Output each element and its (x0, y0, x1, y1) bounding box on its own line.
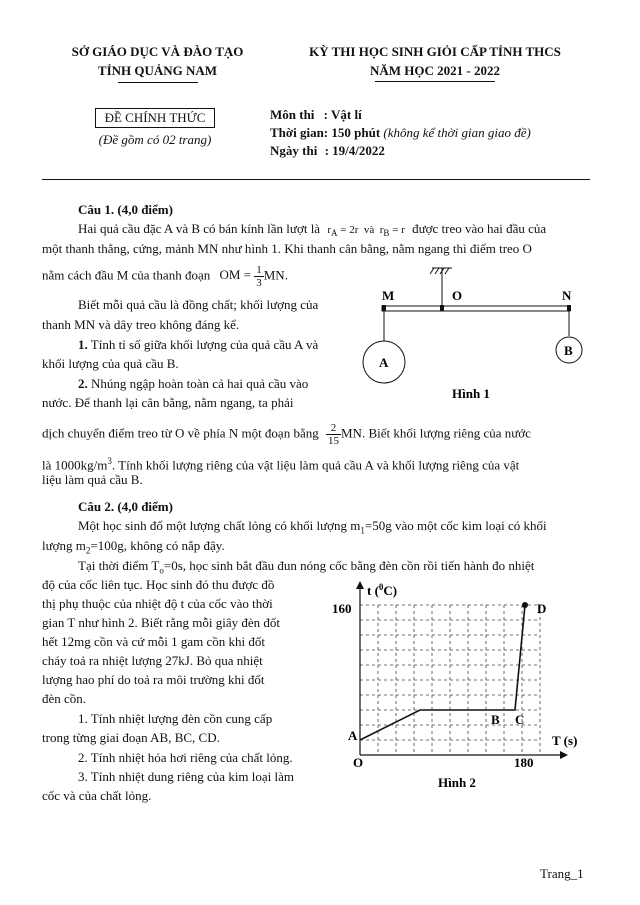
q1-text: một thanh thẳng, cứng, mảnh MN như hình 1. Khi thanh cân bằng, nằm ngang thì điểm treo O (42, 241, 532, 256)
q1-text: khối lượng của quả cầu B. (42, 356, 179, 371)
ball-b-label: B (564, 343, 573, 358)
q2-text: đèn cồn. (42, 691, 87, 706)
q2-text: Một học sinh đổ một lượng chất lỏng có khối lượng $m_1=50g$ vào một cốc kim loại có khối (78, 518, 547, 536)
q1-text: Biết mỗi quả cầu là đồng chất; khối lượng của (78, 297, 319, 312)
point-label-c: C (515, 712, 525, 727)
pages-note: (Đề gồm có 02 trang) (98, 132, 212, 147)
q2-text: trong từng giai đoạn AB, BC, CD. (42, 730, 220, 745)
q1-text: liệu làm quả cầu B. (42, 472, 143, 487)
department-name: SỞ GIÁO DỤC VÀ ĐÀO TẠO (71, 44, 244, 59)
y-axis-label: t ($^0$C) (367, 582, 398, 598)
subject-row: Môn thi : Vật lí (270, 107, 362, 122)
official-badge: ĐỀ CHÍNH THỨC (95, 108, 215, 128)
fig2-caption: Hình 2 (438, 775, 476, 790)
q2-text: hết 12mg cồn và cứ mỗi 1 gam cồn khi đốt (42, 634, 265, 649)
fig1-label-o: O (452, 288, 463, 303)
y-tick-label: 160 (332, 601, 352, 616)
q1-text: là $1000kg/m^3$. Tính khối lượng riêng của vật liệu làm quả cầu A và khối lượng riêng của vật (42, 456, 520, 473)
point-label-a: A (348, 728, 358, 743)
header-divider (42, 179, 590, 180)
q2-title: Câu 2. (4,0 điểm) (78, 499, 173, 514)
point-label-d: D (537, 601, 547, 616)
x-axis-label: T (s) (552, 733, 578, 748)
date-row: Ngày thi : 19/4/2022 (270, 143, 385, 158)
q1-text: thanh MN và dây treo không đáng kể. (42, 317, 240, 332)
q2-text: thị phụ thuộc của nhiệt độ t của cốc vào thời (42, 596, 273, 611)
fig1-caption: Hình 1 (452, 386, 490, 398)
figure-1 (340, 258, 600, 398)
fig1-label-m: M (382, 288, 395, 303)
q1-text: dịch chuyển điểm treo từ O về phía N một đoạn bằng $\frac{2}{15}$ MN. Biết khối lượng riêng của nước (42, 422, 531, 447)
q1-subquestion: 2. Nhúng ngập hoàn toàn cả hai quả cầu vào (78, 376, 309, 391)
q1-title: Câu 1. (4,0 điểm) (78, 202, 173, 217)
exam-title: KỲ THI HỌC SINH GIỎI CẤP TỈNH THCS (309, 44, 561, 59)
q2-subquestion: 1. Tính nhiệt lượng đèn cồn cung cấp (78, 711, 273, 726)
q2-subquestion: 3. Tính nhiệt dung riêng của kim loại làm (78, 769, 295, 784)
q2-text: lượng hao phí do toả ra môi trường khi đốt (42, 672, 265, 687)
figure-2-chart (320, 575, 600, 800)
dept-underline (118, 82, 198, 83)
school-year: NĂM HỌC 2021 - 2022 (370, 63, 500, 78)
q1-text: Hai quả cầu đặc A và B có bán kính lần lượt là $r_A = 2r$ và $r_B = r$ được treo vào hai đầu của (78, 221, 547, 239)
x-tick-label: 180 (514, 755, 534, 770)
ball-a-label: A (379, 355, 389, 370)
point-label-b: B (491, 712, 500, 727)
q1-subquestion: 1. Tính tỉ số giữa khối lượng của quả cầu A và (78, 337, 319, 352)
page-number: Trang_1 (540, 866, 584, 881)
exam-underline (375, 81, 495, 82)
q2-text: gian T như hình 2. Biết rằng mỗi giây đèn đốt (42, 615, 281, 630)
q2-subquestion: 2. Tính nhiệt hóa hơi riêng của chất lỏng. (78, 750, 293, 765)
q2-text: Tại thời điểm $T_o=0s$, học sinh bắt đầu đun nóng cốc bằng đèn cồn rồi tiến hành đo nhiệt (78, 558, 535, 576)
temperature-series-line (360, 605, 525, 740)
q2-text: cháy toả ra nhiệt lượng 27kJ. Bỏ qua nhiệt (42, 653, 263, 668)
q1-text: nằm cách đầu M của thanh đoạn OM = $\frac{1}{3}$ MN. (42, 264, 288, 289)
q1-text: nước. Để thanh lại cân bằng, nằm ngang, ta phải (42, 395, 294, 410)
fig1-label-n: N (562, 288, 572, 303)
q2-text: cốc và của chất lỏng. (42, 788, 152, 803)
series-end-point (522, 602, 528, 608)
origin-label: O (353, 755, 364, 770)
province-name: TỈNH QUẢNG NAM (97, 63, 218, 78)
q2-text: độ của cốc liên tục. Học sinh đó thu được đồ (42, 577, 275, 592)
q2-text: lượng $m_2=100g$, không có nắp đậy. (42, 538, 225, 556)
time-row: Thời gian: 150 phút (không kể thời gian giao đề) (270, 125, 531, 140)
